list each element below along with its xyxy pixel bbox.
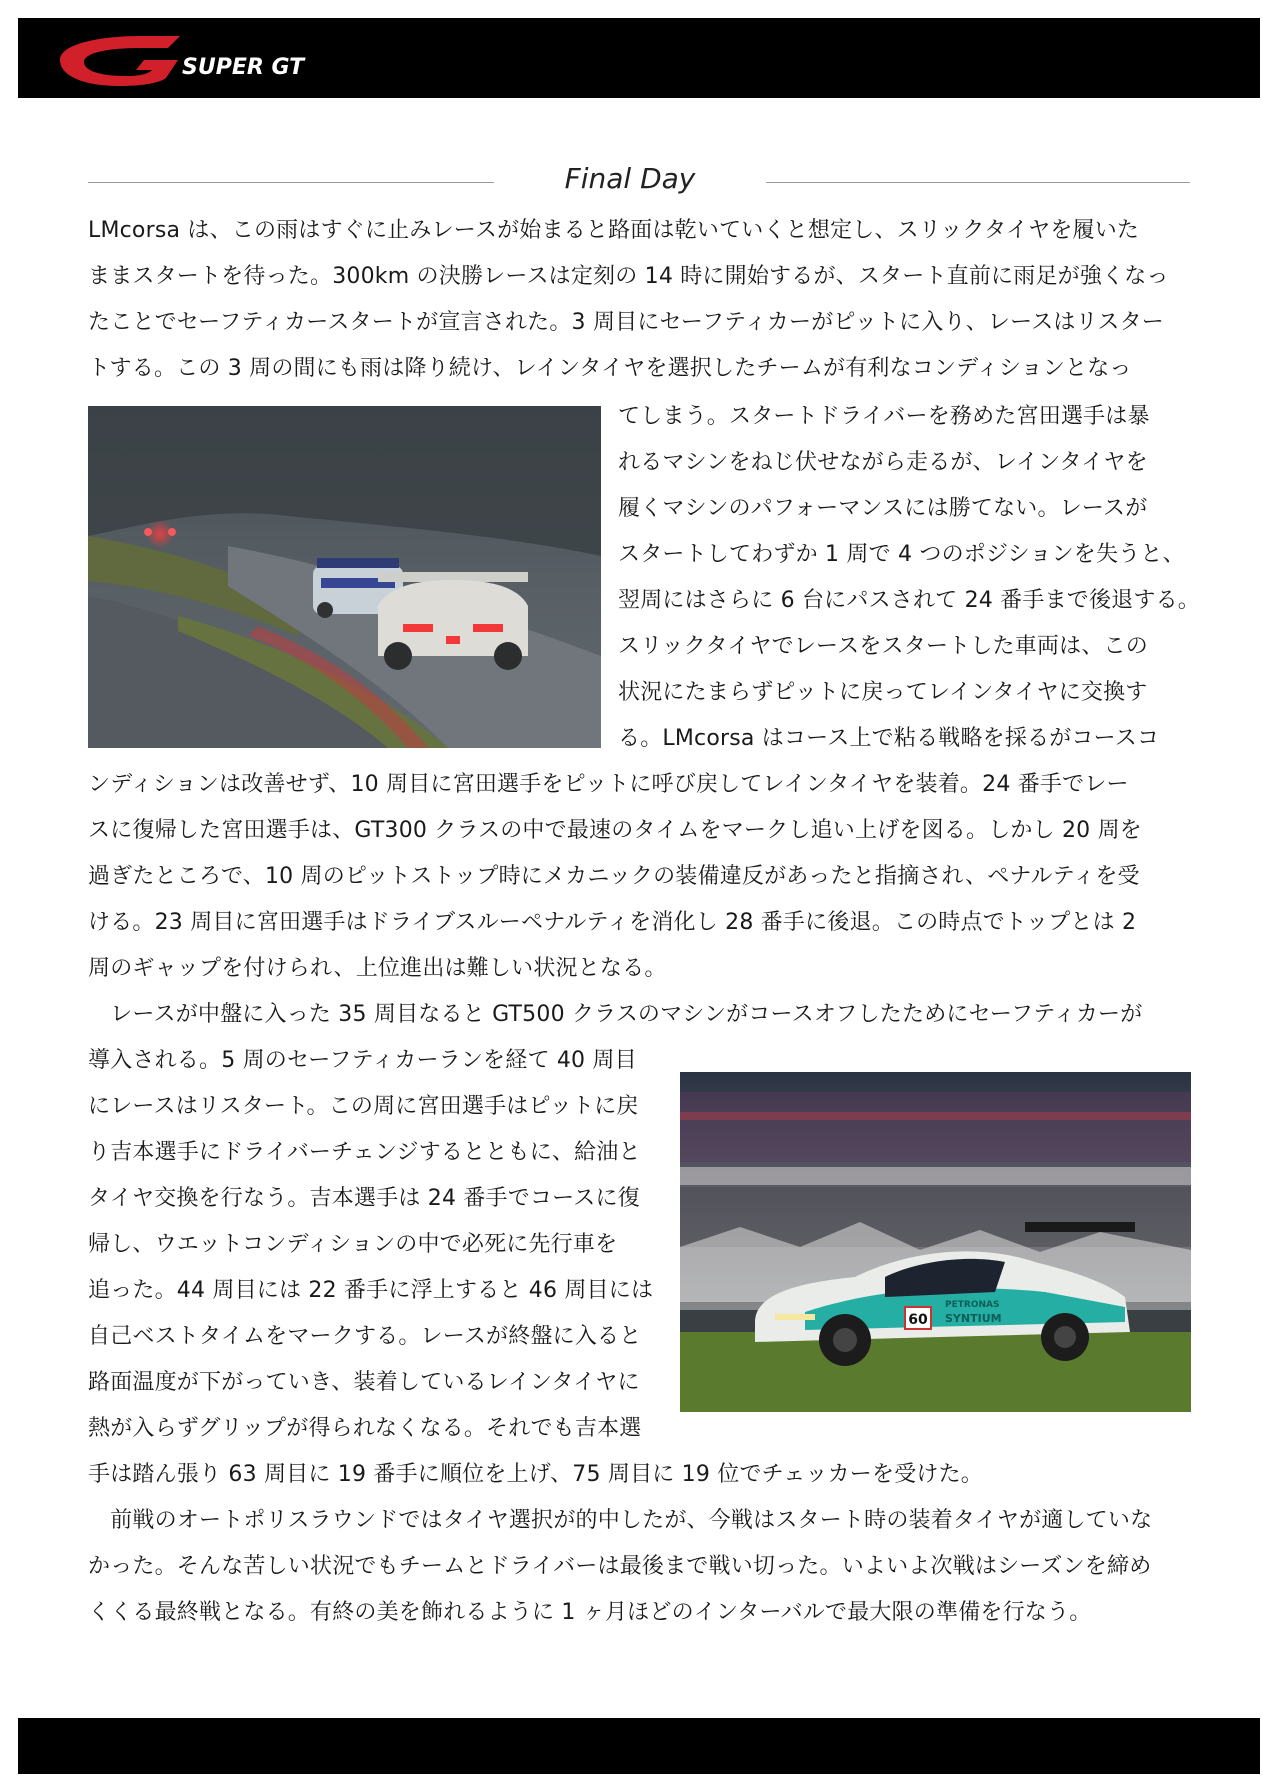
text-line: ける。23 周目に宮田選手はドライブスルーペナルティを消化し 28 番手に後退。この時点でトップとは 2 xyxy=(88,910,1137,935)
text-line: にレースはリスタート。この周に宮田選手はピットに戻 xyxy=(88,1094,639,1119)
text-line: ままスタートを待った。300km の決勝レースは定刻の 14 時に開始するが、スタート直前に雨足が強くなっ xyxy=(88,264,1169,289)
text-line: トする。この 3 周の間にも雨は降り続け、レインタイヤを選択したチームが有利なコンディションとなっ xyxy=(88,356,1132,381)
text-line: り吉本選手にドライバーチェンジするとともに、給油と xyxy=(88,1140,641,1165)
super-gt-logo xyxy=(40,30,340,90)
text-line: れるマシンをねじ伏せながら走るが、レインタイヤを xyxy=(618,450,1148,475)
text-line: る。LMcorsa はコース上で粘る戦略を採るがコースコ xyxy=(618,726,1160,751)
text-line: 手は踏ん張り 63 周目に 19 番手に順位を上げ、75 周目に 19 位でチェッカーを受けた。 xyxy=(88,1462,983,1487)
text-line: タイヤ交換を行なう。吉本選手は 24 番手でコースに復 xyxy=(88,1186,640,1211)
footer-bar xyxy=(18,1718,1260,1774)
text-line: 自己ベストタイムをマークする。レースが終盤に入ると xyxy=(88,1324,642,1349)
text-line: かった。そんな苦しい状況でもチームとドライバーは最後まで戦い切った。いよいよ次戦はシーズンを締め xyxy=(88,1554,1152,1579)
text-line: てしまう。スタートドライバーを務めた宮田選手は暴 xyxy=(618,404,1150,429)
text-line: 過ぎたところで、10 周のピットストップ時にメカニックの装備違反があったと指摘され、ペナルティを受 xyxy=(88,864,1140,889)
text-line: 履くマシンのパフォーマンスには勝てない。レースが xyxy=(618,496,1148,521)
text-line: スに復帰した宮田選手は、GT300 クラスの中で最速のタイムをマークし追い上げを図る。しかし 20 周を xyxy=(88,818,1142,843)
text-line: スリックタイヤでレースをスタートした車両は、この xyxy=(618,634,1148,659)
text-line: 帰し、ウエットコンディションの中で必死に先行車を xyxy=(88,1232,618,1257)
car-sponsor-2: SYNTIUM xyxy=(945,1312,1002,1325)
car-sponsor: PETRONAS xyxy=(945,1300,1000,1310)
logo-text: SUPER GT xyxy=(182,55,305,80)
text-line: 導入される。5 周のセーフティカーランを経て 40 周目 xyxy=(88,1048,637,1073)
text-line: 周のギャップを付けられ、上位進出は難しい状況となる。 xyxy=(88,956,667,981)
text-line: ンディションは改善せず、10 周目に宮田選手をピットに呼び戻してレインタイヤを装着。24 番手でレー xyxy=(88,772,1129,797)
header-bar xyxy=(18,18,1260,98)
text-line: たことでセーフティカースタートが宣言された。3 周目にセーフティカーがピットに入り、レースはリスター xyxy=(88,310,1164,335)
text-line: 追った。44 周目には 22 番手に浮上すると 46 周目には xyxy=(88,1278,654,1303)
text-line: LMcorsa は、この雨はすぐに止みレースが始まると路面は乾いていくと想定し、スリックタイヤを履いた xyxy=(88,218,1140,243)
section-title: Final Day xyxy=(564,162,696,195)
text-line: 翌周にはさらに 6 台にパスされて 24 番手まで後退する。 xyxy=(618,588,1200,613)
text-line: スタートしてわずか 1 周で 4 つのポジションを失うと、 xyxy=(618,542,1185,567)
text-line: 熱が入らずグリップが得られなくなる。それでも吉本選 xyxy=(88,1416,642,1441)
race-photo-car60 xyxy=(680,1072,1191,1412)
car-number: 60 xyxy=(908,1312,928,1328)
title-rule-right xyxy=(766,182,1190,183)
text-line: くくる最終戦となる。有終の美を飾れるように 1 ヶ月ほどのインターバルで最大限の準備を行なう。 xyxy=(88,1600,1092,1625)
title-rule-left xyxy=(88,182,494,183)
text-line: レースが中盤に入った 35 周目なると GT500 クラスのマシンがコースオフしたためにセーフティカーが xyxy=(88,1002,1143,1027)
text-line: 前戦のオートポリスラウンドではタイヤ選択が的中したが、今戦はスタート時の装着タイヤが適していな xyxy=(88,1508,1153,1533)
text-line: 状況にたまらずピットに戻ってレインタイヤに交換す xyxy=(618,680,1148,705)
text-line: 路面温度が下がっていき、装着しているレインタイヤに xyxy=(88,1370,640,1395)
race-photo-rain xyxy=(88,406,601,748)
